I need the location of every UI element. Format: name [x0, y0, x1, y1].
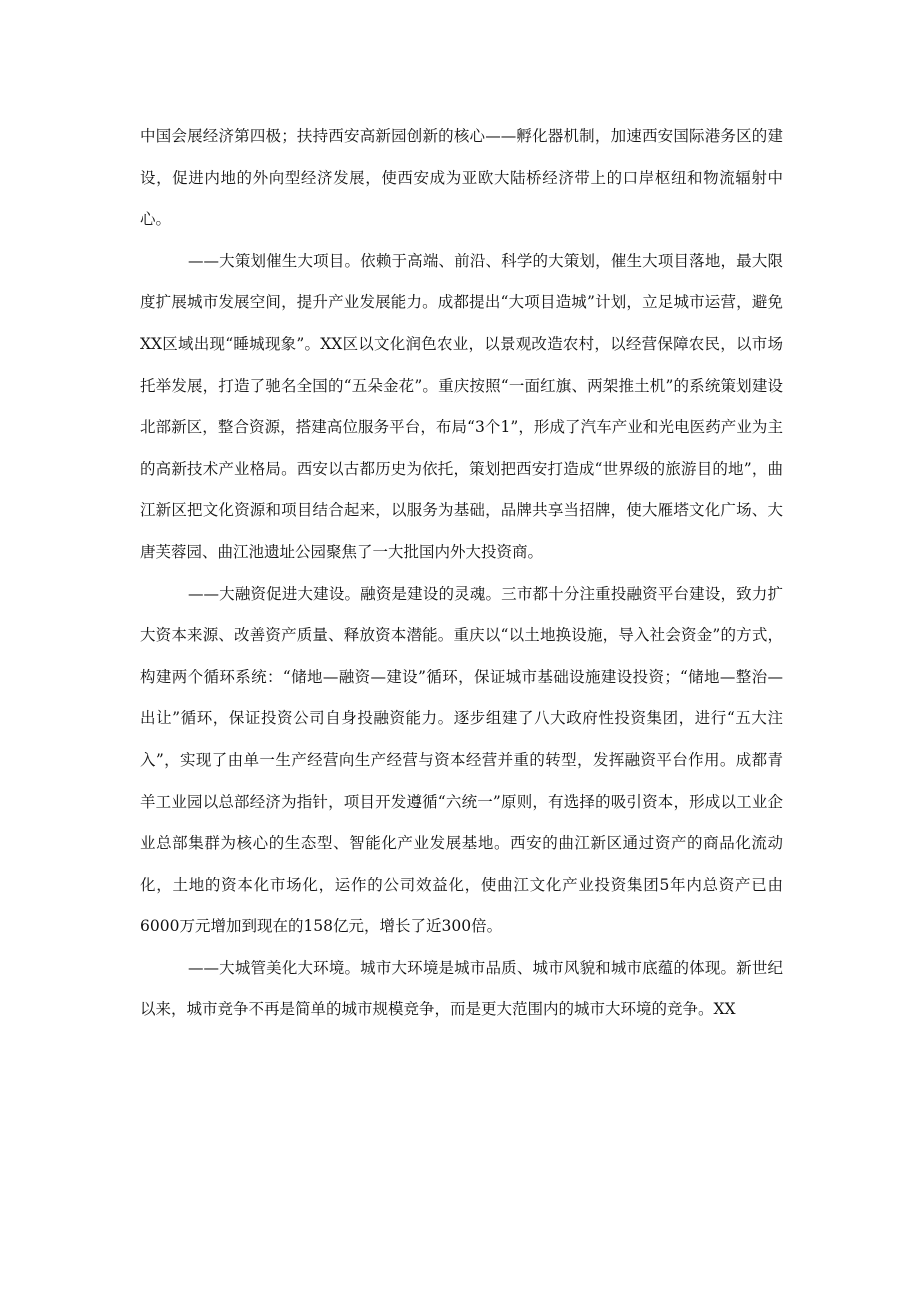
- document-page: [140, 116, 783, 1031]
- paragraph-3: ——大融资促进大建设。融资是建设的灵魂。三市都十分注重投融资平台建设，致力扩大资本来源、改善资产质量、释放资本潜能。重庆以“以土地换设施，导入社会资金”的方式，构建两个循环系统：“储地—融资—建设”循环，保证城市基础设施建设投资；“储地—整治—出让”循环，保证投资公司自身投融资能力。逐步组建了八大政府性投资集团，进行“五大注入”，实现了由单一生产经营向生产经营与资本经营并重的转型，发挥融资平台作用。成都青羊工业园以总部经济为指针，项目开发遵循“六统一”原则，有选择的吸引资本，形成以工业企业总部集群为核心的生态型、智能化产业发展基地。西安的曲江新区通过资产的商品化流动化，土地的资本化市场化，运作的公司效益化，使曲江文化产业投资集团5年内总资产已由6000万元增加到现在的158亿元，增长了近300倍。: [140, 584, 783, 936]
- paragraph-2: ——大策划催生大项目。依赖于高端、前沿、科学的大策划，催生大项目落地，最大限度扩展城市发展空间，提升产业发展能力。成都提出“大项目造城”计划，立足城市运营，避免XX区域出现“睡城现象”。XX区以文化润色农业，以景观改造农村，以经营保障农民，以市场托举发展，打造了驰名全国的“五朵金花”。重庆按照“一面红旗、两架推土机”的系统策划建设北部新区，整合资源，搭建高位服务平台，布局“3个1”，形成了汽车产业和光电医药产业为主的高新技术产业格局。西安以古都历史为依托，策划把西安打造成“世界级的旅游目的地”，曲江新区把文化资源和项目结合起来，以服务为基础，品牌共享当招牌，使大雁塔文化广场、大唐芙蓉园、曲江池遗址公园聚焦了一大批国内外大投资商。: [140, 251, 783, 561]
- paragraph-4: ——大城管美化大环境。城市大环境是城市品质、城市风貌和城市底蕴的体现。新世纪以来，城市竞争不再是简单的城市规模竞争，而是更大范围内的城市大环境的竞争。XX: [140, 958, 783, 1019]
- paragraph-1: 中国会展经济第四极；扶持西安高新园创新的核心——孵化器机制，加速西安国际港务区的建设，促进内地的外向型经济发展，使西安成为亚欧大陆桥经济带上的口岸枢纽和物流辐射中心。: [140, 127, 783, 229]
